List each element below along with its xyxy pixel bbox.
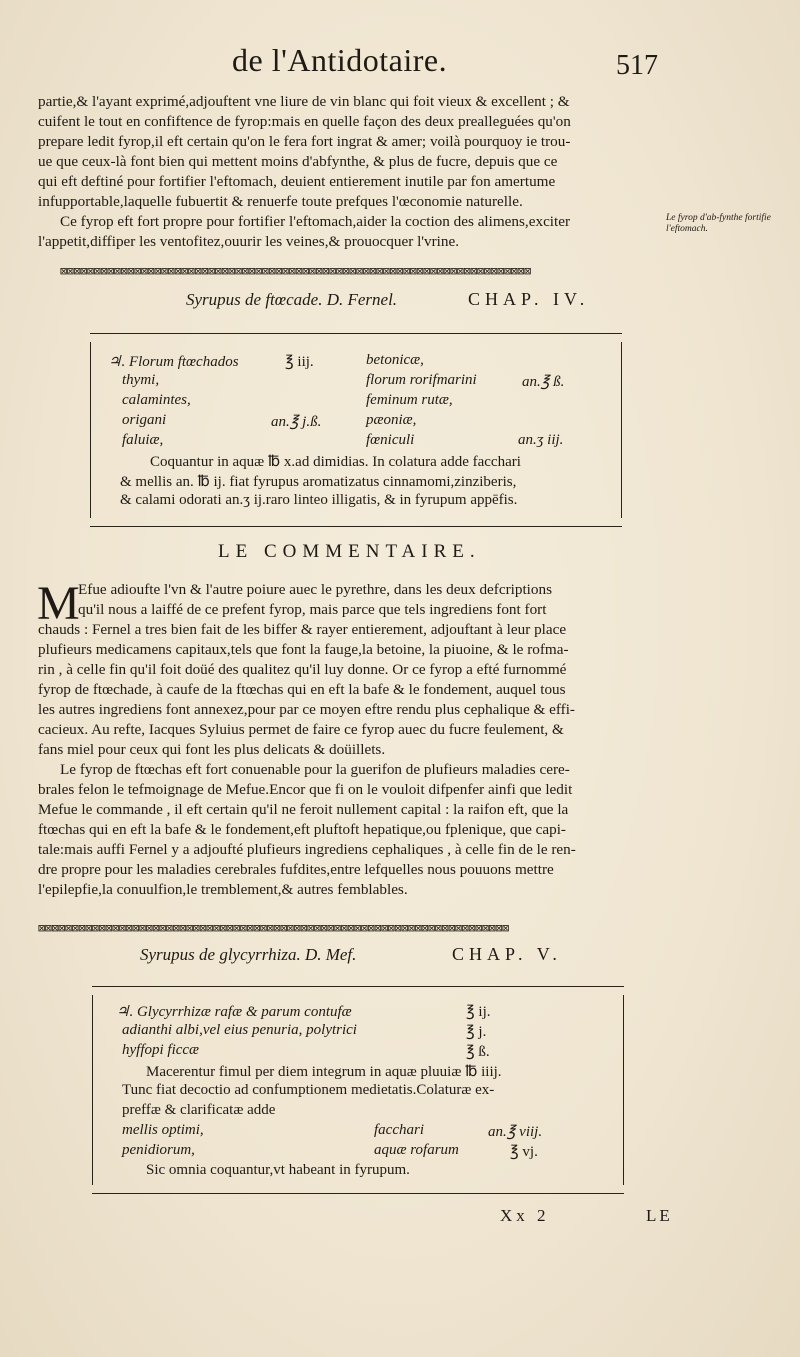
margin-note: Le fyrop d'ab-fynthe fortifie l'eftomach.: [666, 213, 771, 234]
recipe-ingredient: adianthi albi,vel eius penuria, polytrici: [122, 1022, 357, 1038]
catchword: LE: [646, 1206, 673, 1225]
chapter-label: CHAP. V.: [452, 944, 562, 964]
ornament-band: ⊠⊠⊠⊠⊠⊠⊠⊠⊠⊠⊠⊠⊠⊠⊠⊠⊠⊠⊠⊠⊠⊠⊠⊠⊠⊠⊠⊠⊠⊠⊠⊠⊠⊠⊠⊠⊠⊠⊠⊠⊠⊠⊠⊠⊠⊠⊠⊠⊠⊠⊠⊠⊠⊠⊠⊠⊠⊠⊠⊠⊠⊠⊠⊠⊠⊠⊠⊠⊠⊠: [60, 264, 531, 278]
recipe-instruction: & calami odorati an.ʒ ij.raro linteo illigatis, & in fyrupum appēfis.: [120, 492, 518, 508]
recipe-ingredient: hyffopi ficcæ: [122, 1042, 200, 1058]
recipe-ingredient: mellis optimi,: [122, 1122, 204, 1138]
text-line: tale:mais auffi Fernel y a adjoufté plufieurs ingrediens cephaliques , à celle fin de le ren-: [38, 841, 576, 858]
text-line: Ce fyrop eft fort propre pour fortifier l'eftomach,aider la coction des alimens,exciter: [60, 213, 571, 230]
text-line: cuifent le tout en confiftence de fyrop:mais en quelle façon des deux prealleguées qu'on: [38, 113, 571, 130]
chapter-title: Syrupus de glycyrrhiza. D. Mef.: [140, 945, 357, 964]
recipe-instruction: preffæ & clarificatæ adde: [122, 1102, 276, 1118]
recipe-dose: ℥ vj.: [510, 1144, 538, 1160]
recipe-dose: an.℥ j.ß.: [271, 414, 322, 430]
recipe-instruction: Coquantur in aquæ ℔ x.ad dimidias. In colatura adde facchari: [150, 454, 521, 470]
running-head: [0, 42, 800, 92]
text-line: chauds : Fernel a tres bien fait de les biffer & rayer entierement, adjouftant à leur place: [38, 621, 567, 638]
text-line: partie,& l'ayant exprimé,adjouftent vne liure de vin blanc qui foit vieux & excellent ; &: [38, 93, 570, 110]
recipe-ingredient: calamintes,: [122, 392, 191, 408]
recipe-ingredient: faluiæ,: [122, 432, 164, 448]
running-title: de l'Antidotaire.: [232, 42, 448, 78]
text-line: qui eft deftiné pour fortifier l'eftomach, deuient entierement inutile par fon amertume: [38, 173, 556, 190]
recipe-instruction: Macerentur fimul per diem integrum in aquæ pluuiæ ℔ iiij.: [146, 1064, 502, 1080]
text-line: les autres ingrediens font annexez,pour par ce moyen eftre rendu plus cephalique & effi-: [38, 701, 575, 718]
intro-paragraph: [38, 92, 666, 252]
recipe-dose: an.℥ viij.: [488, 1124, 543, 1140]
recipe-dose: an.ʒ iij.: [518, 432, 564, 448]
recipe-dose: ℥ iij.: [285, 354, 314, 370]
recipe-ingredient: feminum rutæ,: [366, 392, 453, 408]
text-line: infupportable,laquelle fubuertit & renuerfe toute prefques l'œconomie naturelle.: [38, 193, 523, 210]
text-line: qu'il nous a laiffé de ce prefent fyrop, mais parce que tels ingrediens font fort: [78, 601, 547, 618]
text-line: fyrop de ftœchade, à caufe de la ftœchas qui en eft la bafe & le fondement, auquel tous: [38, 681, 566, 698]
recipe-ingredient: ♃. Glycyrrhizæ rafæ & parum contufæ: [116, 1004, 352, 1020]
drop-cap: M: [37, 577, 80, 630]
recipe-ingredient: facchari: [374, 1122, 424, 1138]
text-line: brales felon le tefmoignage de Mefue.Encor que fi on le vouloit difpenfer ainfi que ledit: [38, 781, 573, 798]
recipe-dose: an.℥ ß.: [522, 374, 565, 390]
recipe-instruction: Tunc fiat decoctio ad confumptionem medietatis.Colaturæ ex-: [122, 1082, 495, 1098]
commentary-heading: LE COMMENTAIRE.: [218, 541, 481, 562]
signature-mark: Xx 2: [500, 1206, 550, 1225]
text-line: prepare ledit fyrop,il eft certain qu'on le fera fort ingrat & amer; voilà pourquoy ie trou-: [38, 133, 571, 150]
text-line: Efue adioufte l'vn & l'autre poiure auec le pyrethre, dans les deux defcriptions: [78, 581, 553, 598]
recipe-ingredient: fœniculi: [366, 432, 415, 448]
recipe-dose: ℥ ß.: [466, 1044, 490, 1060]
text-line: fans miel pour ceux qui font les plus delicats & doüillets.: [38, 741, 386, 758]
recipe-ingredient: origani: [122, 412, 167, 428]
recipe-instruction: & mellis an. ℔ ij. fiat fyrupus aromatizatus cinnamomi,zinziberis,: [120, 474, 517, 490]
text-line: Le fyrop de ftœchas eft fort conuenable pour la guerifon de plufieurs maladies cere-: [60, 761, 570, 778]
recipe-ingredient: pæoniæ,: [366, 412, 417, 428]
text-line: ue que ceux-là font bien qui mettent moins d'abfynthe, & plus de fucre, depuis que ce: [38, 153, 558, 170]
text-line: l'appetit,diffiper les ventofitez,ouurir les veines,& prouocquer l'vrine.: [38, 233, 460, 250]
text-line: l'epilepfie,la conuulfion,le tremblement,& autres femblables.: [38, 881, 408, 898]
commentary-paragraph-head: [78, 580, 666, 620]
chapter-title: Syrupus de ftœcade. D. Fernel.: [186, 290, 398, 309]
commentary-paragraph-2: [38, 760, 666, 900]
text-line: cacieux. Au refte, Iacques Syluius permet de faire ce fyrop auec du fucre feulement, &: [38, 721, 564, 738]
recipe-ingredient: ♃. Florum ftœchados: [108, 354, 239, 370]
text-line: plufieurs medicamens capitaux,tels que font la fauge,la betoine, la piuoine, & le rofma-: [38, 641, 569, 658]
text-line: rin , à celle fin qu'il foit doüé des qualitez qu'il luy donne. Or ce fyrop a efté furnommé: [38, 661, 567, 678]
text-line: Mefue le commande , il eft certain qu'il ne feroit nullement capital : la raifon eft, que la: [38, 801, 569, 818]
recipe-ingredient: betonicæ,: [366, 352, 424, 368]
chapter-label: CHAP. IV.: [468, 289, 590, 309]
recipe-dose: ℥ ij.: [466, 1004, 491, 1020]
recipe-instruction: Sic omnia coquantur,vt habeant in fyrupum.: [146, 1162, 410, 1178]
recipe-ingredient: penidiorum,: [122, 1142, 195, 1158]
recipe-ingredient: aquæ rofarum: [374, 1142, 459, 1158]
text-line: ftœchas qui en eft la bafe & le fondement,eft pluftoft hepatique,ou fplenique, que capi-: [38, 821, 566, 838]
commentary-paragraph-1: [38, 620, 666, 760]
text-line: dre propre pour les maladies cerebrales fufdites,entre lefquelles nous pouuons mettre: [38, 861, 554, 878]
ornament-band: ⊠⊠⊠⊠⊠⊠⊠⊠⊠⊠⊠⊠⊠⊠⊠⊠⊠⊠⊠⊠⊠⊠⊠⊠⊠⊠⊠⊠⊠⊠⊠⊠⊠⊠⊠⊠⊠⊠⊠⊠⊠⊠⊠⊠⊠⊠⊠⊠⊠⊠⊠⊠⊠⊠⊠⊠⊠⊠⊠⊠⊠⊠⊠⊠⊠⊠⊠⊠⊠⊠: [38, 921, 509, 935]
page-number: 517: [616, 50, 658, 81]
recipe-dose: ℥ j.: [466, 1024, 487, 1040]
recipe-ingredient: florum rorifmarini: [366, 372, 477, 388]
recipe-ingredient: thymi,: [122, 372, 160, 388]
